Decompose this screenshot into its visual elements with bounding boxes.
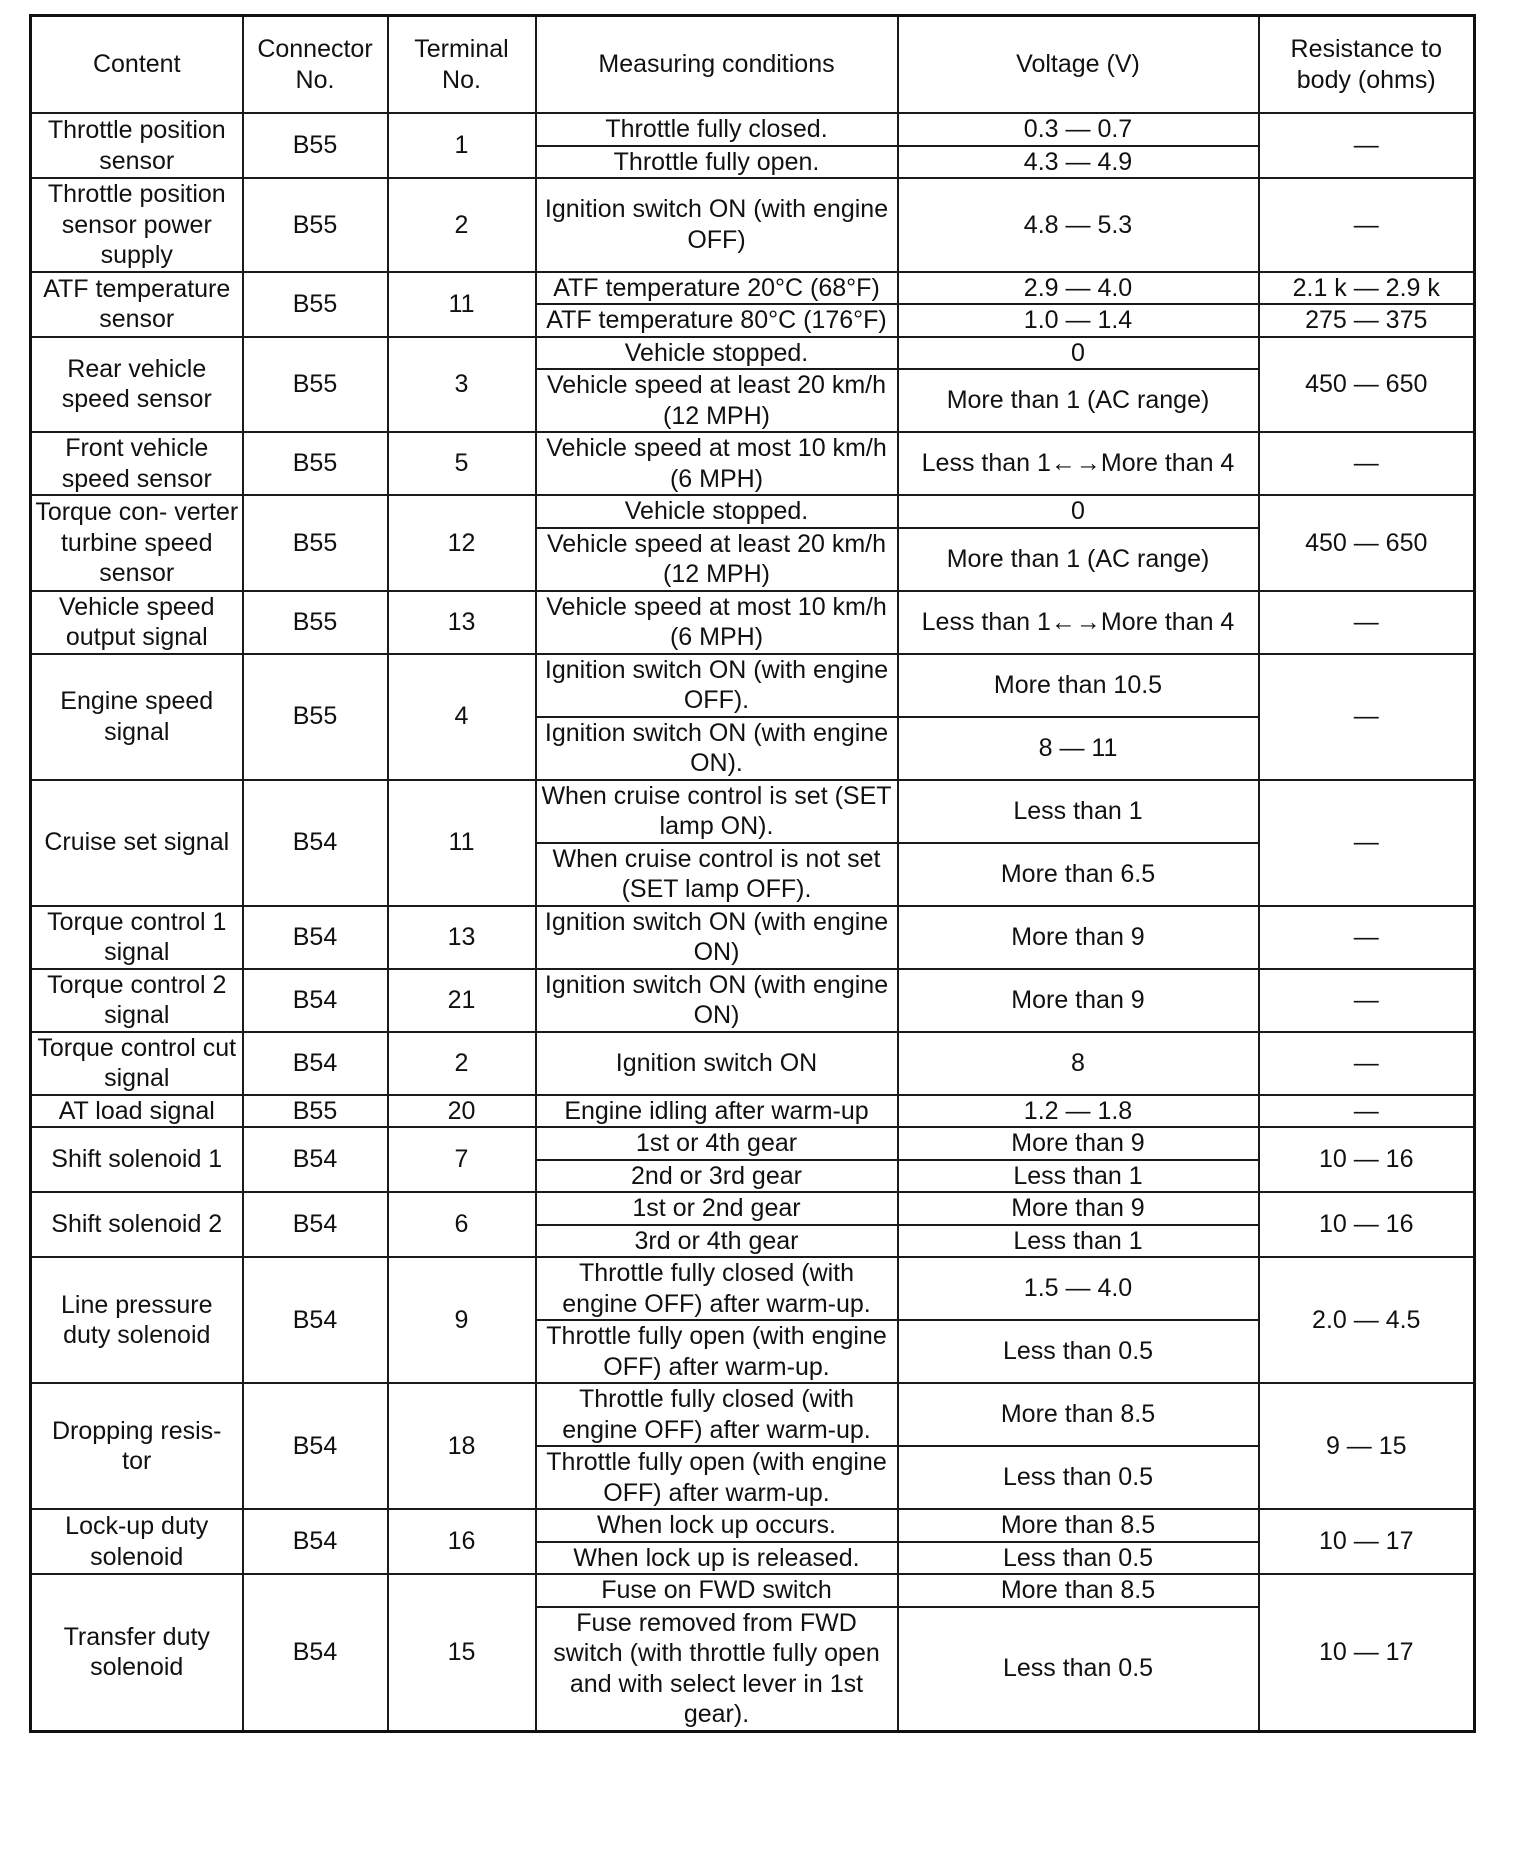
row-content: ATF temperature sensor: [31, 272, 243, 337]
row-connector: B55: [243, 432, 388, 495]
row-terminal: 11: [388, 272, 536, 337]
row-connector: B55: [243, 1095, 388, 1128]
row-content: Lock-up duty solenoid: [31, 1509, 243, 1574]
row-voltage: Less than 0.5: [898, 1320, 1259, 1383]
row-condition: 2nd or 3rd gear: [536, 1160, 898, 1193]
row-resistance: 275 — 375: [1259, 304, 1475, 337]
table-row: [31, 495, 1475, 528]
row-content: Rear vehicle speed sensor: [31, 337, 243, 433]
row-terminal: 13: [388, 906, 536, 969]
row-voltage: 8: [898, 1032, 1259, 1095]
row-connector: B54: [243, 969, 388, 1032]
row-voltage: 8 — 11: [898, 717, 1259, 780]
row-connector: B55: [243, 337, 388, 433]
row-terminal: 16: [388, 1509, 536, 1574]
row-content: Transfer duty solenoid: [31, 1574, 243, 1731]
table-row: [31, 1127, 1475, 1160]
row-terminal: 18: [388, 1383, 536, 1509]
row-voltage: 1.0 — 1.4: [898, 304, 1259, 337]
row-content: Torque control 2 signal: [31, 969, 243, 1032]
row-voltage: Less than 1←→More than 4: [898, 591, 1259, 654]
row-voltage: Less than 1: [898, 1160, 1259, 1193]
row-terminal: 13: [388, 591, 536, 654]
row-connector: B55: [243, 113, 388, 178]
header-row: [31, 16, 1475, 114]
row-condition: When lock up is released.: [536, 1542, 898, 1575]
row-terminal: 1: [388, 113, 536, 178]
row-resistance: 450 — 650: [1259, 495, 1475, 591]
row-terminal: 2: [388, 1032, 536, 1095]
row-connector: B55: [243, 178, 388, 272]
row-connector: B54: [243, 906, 388, 969]
row-terminal: 6: [388, 1192, 536, 1257]
row-voltage: 2.9 — 4.0: [898, 272, 1259, 305]
row-condition: Vehicle stopped.: [536, 495, 898, 528]
row-terminal: 3: [388, 337, 536, 433]
row-terminal: 5: [388, 432, 536, 495]
row-condition: Vehicle speed at least 20 km/h (12 MPH): [536, 528, 898, 591]
header-content: Content: [31, 16, 243, 114]
row-voltage: More than 9: [898, 1127, 1259, 1160]
row-condition: Throttle fully closed (with engine OFF) after warm-up.: [536, 1383, 898, 1446]
row-content: Cruise set signal: [31, 780, 243, 906]
row-resistance: —: [1259, 1095, 1475, 1128]
row-content: Shift solenoid 1: [31, 1127, 243, 1192]
row-condition: Vehicle stopped.: [536, 337, 898, 370]
row-connector: B54: [243, 1509, 388, 1574]
table-row: [31, 906, 1475, 969]
row-resistance: 2.1 k — 2.9 k: [1259, 272, 1475, 305]
row-content: AT load signal: [31, 1095, 243, 1128]
row-voltage: More than 1 (AC range): [898, 369, 1259, 432]
row-condition: Ignition switch ON (with engine OFF): [536, 178, 898, 272]
row-resistance: 2.0 — 4.5: [1259, 1257, 1475, 1383]
row-condition: ATF temperature 80°C (176°F): [536, 304, 898, 337]
row-condition: Fuse removed from FWD switch (with throttle fully open and with select lever in 1st gear).: [536, 1607, 898, 1732]
row-connector: B55: [243, 495, 388, 591]
row-voltage: 0: [898, 495, 1259, 528]
row-resistance: —: [1259, 591, 1475, 654]
row-connector: B55: [243, 272, 388, 337]
header-connector: Connector No.: [243, 16, 388, 114]
table-row: [31, 1509, 1475, 1542]
row-content: Front vehicle speed sensor: [31, 432, 243, 495]
row-resistance: 450 — 650: [1259, 337, 1475, 433]
row-voltage: Less than 1: [898, 780, 1259, 843]
header-conditions: Measuring conditions: [536, 16, 898, 114]
row-voltage: More than 6.5: [898, 843, 1259, 906]
row-condition: 1st or 4th gear: [536, 1127, 898, 1160]
header-voltage: Voltage (V): [898, 16, 1259, 114]
row-connector: B54: [243, 1192, 388, 1257]
table-row: [31, 1032, 1475, 1095]
row-condition: Vehicle speed at most 10 km/h (6 MPH): [536, 432, 898, 495]
row-condition: Ignition switch ON (with engine ON): [536, 906, 898, 969]
row-condition: 1st or 2nd gear: [536, 1192, 898, 1225]
row-connector: B55: [243, 591, 388, 654]
row-connector: B54: [243, 1127, 388, 1192]
row-resistance: —: [1259, 432, 1475, 495]
row-content: Torque control 1 signal: [31, 906, 243, 969]
row-terminal: 4: [388, 654, 536, 780]
row-condition: Vehicle speed at most 10 km/h (6 MPH): [536, 591, 898, 654]
row-voltage: Less than 0.5: [898, 1542, 1259, 1575]
row-terminal: 21: [388, 969, 536, 1032]
row-content: Throttle position sensor: [31, 113, 243, 178]
row-terminal: 9: [388, 1257, 536, 1383]
row-voltage: More than 8.5: [898, 1509, 1259, 1542]
table-row: [31, 1383, 1475, 1446]
spec-sheet: [29, 14, 1476, 1733]
row-content: Engine speed signal: [31, 654, 243, 780]
row-resistance: —: [1259, 780, 1475, 906]
row-connector: B55: [243, 654, 388, 780]
row-voltage: More than 8.5: [898, 1574, 1259, 1607]
row-voltage: More than 9: [898, 1192, 1259, 1225]
row-terminal: 12: [388, 495, 536, 591]
row-content: Vehicle speed output signal: [31, 591, 243, 654]
table-row: [31, 969, 1475, 1032]
row-condition: Throttle fully closed (with engine OFF) after warm-up.: [536, 1257, 898, 1320]
row-content: Dropping resis- tor: [31, 1383, 243, 1509]
row-voltage: More than 10.5: [898, 654, 1259, 717]
table-row: [31, 337, 1475, 370]
table-row: [31, 432, 1475, 495]
row-condition: Throttle fully open (with engine OFF) after warm-up.: [536, 1320, 898, 1383]
row-condition: When cruise control is not set (SET lamp OFF).: [536, 843, 898, 906]
header-terminal: Terminal No.: [388, 16, 536, 114]
row-terminal: 11: [388, 780, 536, 906]
row-condition: Throttle fully open (with engine OFF) after warm-up.: [536, 1446, 898, 1509]
table-row: [31, 1574, 1475, 1607]
row-resistance: —: [1259, 1032, 1475, 1095]
row-voltage: 0.3 — 0.7: [898, 113, 1259, 146]
row-condition: When lock up occurs.: [536, 1509, 898, 1542]
row-condition: Ignition switch ON (with engine OFF).: [536, 654, 898, 717]
row-voltage: More than 9: [898, 906, 1259, 969]
row-voltage: 4.3 — 4.9: [898, 146, 1259, 179]
row-voltage: More than 9: [898, 969, 1259, 1032]
row-voltage: 1.5 — 4.0: [898, 1257, 1259, 1320]
row-voltage: Less than 1: [898, 1225, 1259, 1258]
row-content: Line pressure duty solenoid: [31, 1257, 243, 1383]
row-resistance: 10 — 17: [1259, 1574, 1475, 1731]
row-connector: B54: [243, 780, 388, 906]
table-row: [31, 272, 1475, 305]
row-content: Torque control cut signal: [31, 1032, 243, 1095]
table-row: [31, 591, 1475, 654]
row-terminal: 20: [388, 1095, 536, 1128]
row-connector: B54: [243, 1257, 388, 1383]
row-voltage: More than 8.5: [898, 1383, 1259, 1446]
row-condition: Fuse on FWD switch: [536, 1574, 898, 1607]
table-row: [31, 1095, 1475, 1128]
row-condition: Engine idling after warm-up: [536, 1095, 898, 1128]
row-resistance: 10 — 16: [1259, 1192, 1475, 1257]
header-resistance: Resistance to body (ohms): [1259, 16, 1475, 114]
row-terminal: 7: [388, 1127, 536, 1192]
table-row: [31, 113, 1475, 146]
row-condition: When cruise control is set (SET lamp ON).: [536, 780, 898, 843]
row-voltage: 1.2 — 1.8: [898, 1095, 1259, 1128]
row-voltage: Less than 0.5: [898, 1607, 1259, 1732]
row-condition: ATF temperature 20°C (68°F): [536, 272, 898, 305]
row-resistance: 10 — 17: [1259, 1509, 1475, 1574]
row-resistance: —: [1259, 654, 1475, 780]
table-body: [31, 113, 1475, 1731]
row-condition: 3rd or 4th gear: [536, 1225, 898, 1258]
table-row: [31, 178, 1475, 272]
row-condition: Throttle fully closed.: [536, 113, 898, 146]
row-terminal: 15: [388, 1574, 536, 1731]
row-voltage: Less than 0.5: [898, 1446, 1259, 1509]
row-voltage: 4.8 — 5.3: [898, 178, 1259, 272]
row-content: Shift solenoid 2: [31, 1192, 243, 1257]
row-voltage: 0: [898, 337, 1259, 370]
row-condition: Throttle fully open.: [536, 146, 898, 179]
row-condition: Ignition switch ON (with engine ON).: [536, 717, 898, 780]
row-condition: Ignition switch ON: [536, 1032, 898, 1095]
row-condition: Ignition switch ON (with engine ON): [536, 969, 898, 1032]
row-resistance: —: [1259, 969, 1475, 1032]
row-connector: B54: [243, 1383, 388, 1509]
row-condition: Vehicle speed at least 20 km/h (12 MPH): [536, 369, 898, 432]
row-voltage: More than 1 (AC range): [898, 528, 1259, 591]
row-resistance: —: [1259, 906, 1475, 969]
table-row: [31, 654, 1475, 717]
table-row: [31, 1192, 1475, 1225]
row-resistance: —: [1259, 178, 1475, 272]
row-content: Torque con- verter turbine speed sensor: [31, 495, 243, 591]
row-terminal: 2: [388, 178, 536, 272]
row-resistance: —: [1259, 113, 1475, 178]
row-connector: B54: [243, 1574, 388, 1731]
row-connector: B54: [243, 1032, 388, 1095]
row-content: Throttle position sensor power supply: [31, 178, 243, 272]
table-row: [31, 780, 1475, 843]
row-resistance: 10 — 16: [1259, 1127, 1475, 1192]
terminal-spec-table: [29, 14, 1476, 1733]
table-row: [31, 1257, 1475, 1320]
row-voltage: Less than 1←→More than 4: [898, 432, 1259, 495]
row-resistance: 9 — 15: [1259, 1383, 1475, 1509]
